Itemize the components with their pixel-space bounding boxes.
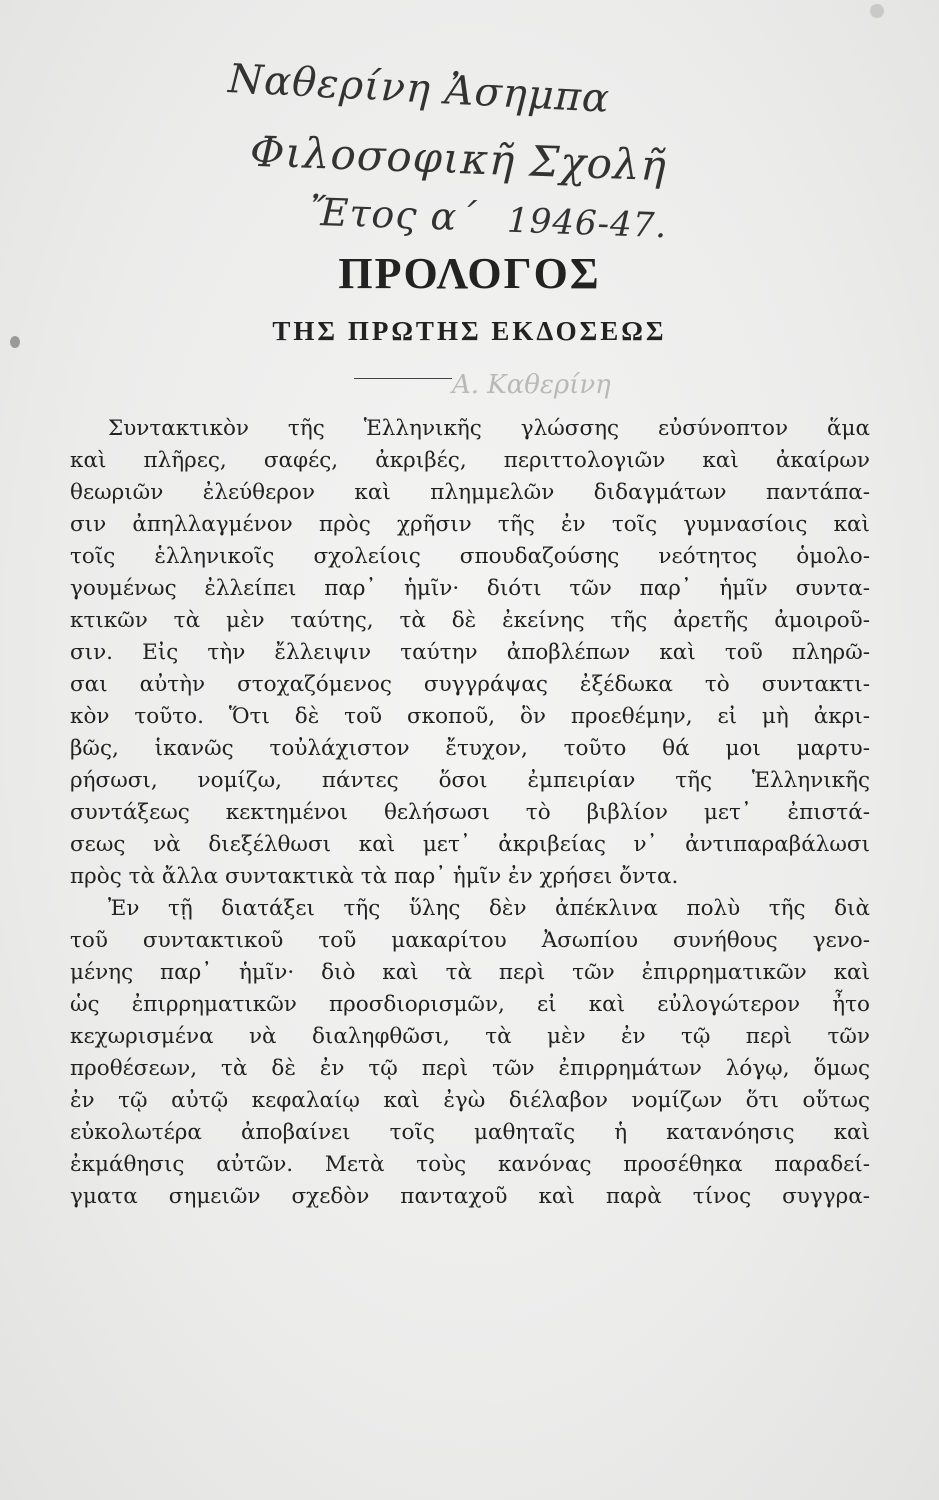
text-line: καὶ πλῆρες, σαφές, ἀκριβές, περιττολογιῶν καὶ ἀκαίρων (70, 448, 870, 473)
handwritten-year-value: 1946-47. (506, 200, 668, 247)
text-line: σαι αὐτὴν στοχαζόμενος συγγράψας ἐξέδωκα τὸ συντακτι- (70, 672, 870, 697)
handwritten-year-label: Ἔτος α΄ (309, 189, 479, 240)
handwritten-owner-name: Ναθερίνη Ἀσημπα (227, 56, 612, 122)
text-line: γουμένως ἐλλείπει παρ᾽ ἡμῖν· διότι τῶν παρ᾽ ἡμῖν συντα- (70, 576, 870, 601)
text-line: ἐν τῷ αὐτῷ κεφαλαίῳ καὶ ἐγὼ διέλαβον νομίζων ὅτι οὕτως (70, 1088, 870, 1113)
text-line: Συντακτικὸν τῆς Ἑλληνικῆς γλώσσης εὐσύνοπτον ἅμα (108, 416, 870, 441)
faint-handwritten-note: Α. Καθερίνη (452, 370, 611, 400)
handwritten-year (309, 190, 668, 246)
text-line: θεωριῶν ἐλεύθερον καὶ πλημμελῶν διδαγμάτων παντάπα- (70, 480, 870, 505)
text-line: σεως νὰ διεξέλθωσι καὶ μετ᾽ ἀκριβείας ν᾽ ἀντιπαραβάλωσι (70, 832, 870, 857)
paper-stain (870, 4, 884, 18)
handwritten-faculty: Φιλοσοφικῆ Σχολῆ (249, 126, 668, 191)
text-line: γματα σημειῶν σχεδὸν πανταχοῦ καὶ παρὰ τίνος συγγρα- (70, 1184, 870, 1209)
text-line: τοῦ συντακτικοῦ τοῦ μακαρίτου Ἀσωπίου συνήθους γενο- (70, 928, 870, 953)
text-line: προθέσεων, τὰ δὲ ἐν τῷ περὶ τῶν ἐπιρρημάτων λόγῳ, ὅμως (70, 1056, 870, 1081)
title-divider (354, 378, 452, 379)
page-title: ΠΡΟΛΟΓΟΣ (338, 249, 601, 298)
text-line: ἐκμάθησις αὐτῶν. Μετὰ τοὺς κανόνας προσέθηκα παραδεί- (70, 1152, 870, 1177)
text-line: κτικῶν τὰ μὲν ταύτης, τὰ δὲ ἐκείνης τῆς ἀρετῆς ἀμοιροῦ- (70, 608, 870, 633)
text-line: ὡς ἐπιρρηματικῶν προσδιορισμῶν, εἰ καὶ εὐλογώτερον ἦτο (70, 992, 870, 1017)
text-line: κεχωρισμένα νὰ διαληφθῶσι, τὰ μὲν ἐν τῷ περὶ τῶν (70, 1024, 870, 1049)
text-line: κὸν τοῦτο. Ὅτι δὲ τοῦ σκοποῦ, ὃν προεθέμην, εἰ μὴ ἀκρι- (70, 704, 870, 729)
text-line: τοῖς ἑλληνικοῖς σχολείοις σπουδαζούσης νεότητος ὁμολο- (70, 544, 870, 569)
text-line: σιν ἀπηλλαγμένον πρὸς χρῆσιν τῆς ἐν τοῖς γυμνασίοις καὶ (70, 512, 870, 537)
text-line: σιν. Εἰς τὴν ἔλλειψιν ταύτην ἀποβλέπων καὶ τοῦ πληρῶ- (70, 640, 870, 665)
text-line: εὐκολωτέρα ἀποβαίνει τοῖς μαθηταῖς ἡ κατανόησις καὶ (70, 1120, 870, 1145)
text-line: ρήσωσι, νομίζω, πάντες ὅσοι ἐμπειρίαν τῆς Ἑλληνικῆς (70, 768, 870, 793)
text-line: Ἐν τῇ διατάξει τῆς ὕλης δὲν ἀπέκλινα πολὺ τῆς διὰ (108, 896, 870, 921)
text-line: βῶς, ἱκανῶς τοὐλάχιστον ἔτυχον, τοῦτο θά μοι μαρτυ- (70, 736, 870, 761)
page-subtitle: ΤΗΣ ΠΡΩΤΗΣ ΕΚΔΟΣΕΩΣ (272, 316, 667, 346)
text-line: συντάξεως κεκτημένοι θελήσωσι τὸ βιβλίον μετ᾽ ἐπιστά- (70, 800, 870, 825)
text-line: πρὸς τὰ ἄλλα συντακτικὰ τὰ παρ᾽ ἡμῖν ἐν χρήσει ὄντα. (70, 864, 679, 889)
preface-body (70, 413, 870, 1213)
text-line: μένης παρ᾽ ἡμῖν· διὸ καὶ τὰ περὶ τῶν ἐπιρρηματικῶν καὶ (70, 960, 870, 985)
